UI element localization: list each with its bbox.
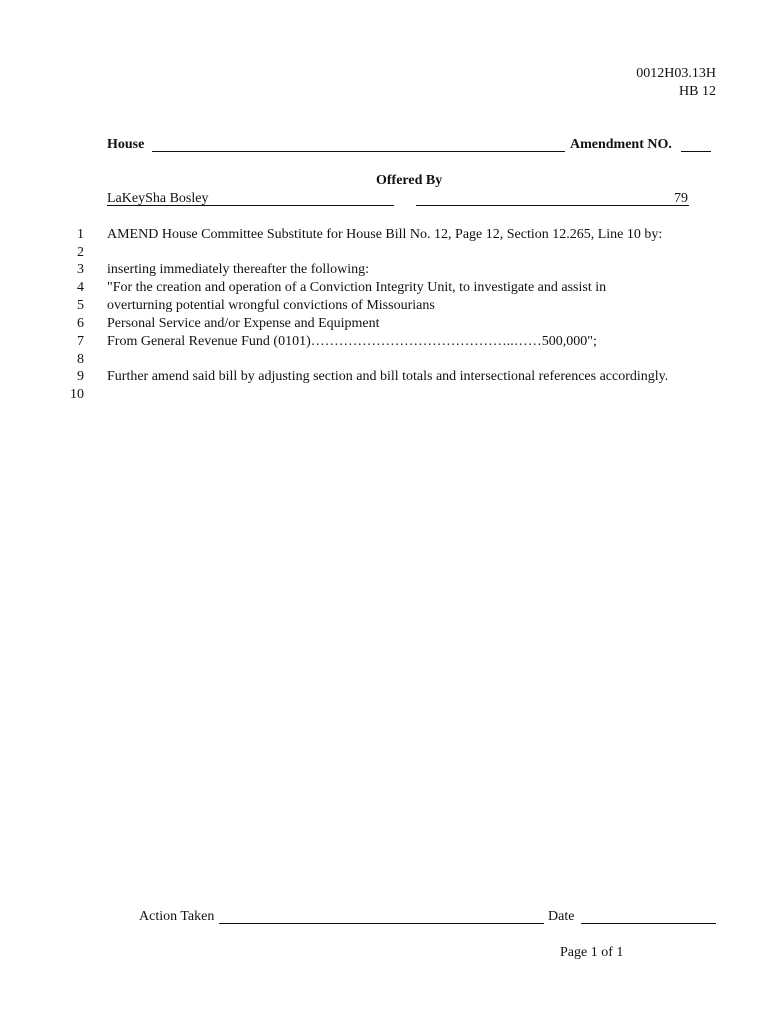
document-id: 0012H03.13H	[636, 66, 716, 81]
line-number: 4	[77, 280, 84, 295]
bill-number: HB 12	[679, 84, 716, 99]
district-number: 79	[674, 191, 688, 206]
action-taken-line	[219, 923, 544, 924]
line-number: 2	[77, 245, 84, 260]
line-number: 10	[70, 387, 84, 402]
action-taken-label: Action Taken	[139, 909, 215, 924]
line-text: Further amend said bill by adjusting section and bill totals and intersectional references accordingly.	[107, 369, 669, 384]
line-number: 8	[77, 352, 84, 367]
page-number: Page 1 of 1	[560, 945, 624, 960]
offered-by-label: Offered By	[376, 173, 443, 188]
sponsor-signature-line	[107, 205, 394, 206]
house-label: House	[107, 137, 145, 152]
line-number: 6	[77, 316, 84, 331]
line-text: inserting immediately thereafter the following:	[107, 262, 370, 277]
line-number: 9	[77, 369, 84, 384]
sponsor-name: LaKeySha Bosley	[107, 191, 209, 206]
line-number: 3	[77, 262, 84, 277]
date-line	[581, 923, 716, 924]
amendment-number-label: Amendment NO.	[570, 137, 672, 152]
district-line	[416, 205, 689, 206]
line-number: 5	[77, 298, 84, 313]
amendment-number-blank	[681, 151, 711, 152]
house-blank-line	[152, 151, 565, 152]
line-text: AMEND House Committee Substitute for House Bill No. 12, Page 12, Section 12.265, Line 10 by:	[107, 227, 663, 242]
line-text: Personal Service and/or Expense and Equipment	[107, 316, 380, 331]
date-label: Date	[548, 909, 575, 924]
line-number: 1	[77, 227, 84, 242]
line-text: "For the creation and operation of a Conviction Integrity Unit, to investigate and assist in	[107, 280, 607, 295]
line-number: 7	[77, 334, 84, 349]
line-text: From General Revenue Fund (0101)……………………………………..……500,000";	[107, 334, 597, 349]
line-text: overturning potential wrongful convictions of Missourians	[107, 298, 435, 313]
